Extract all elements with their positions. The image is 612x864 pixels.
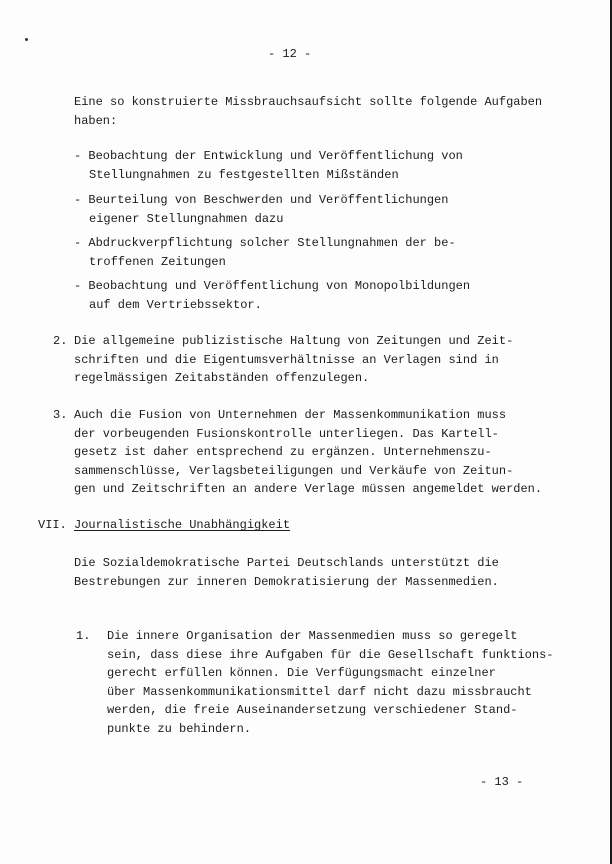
text-line: punkte zu behindern. [107,721,252,736]
text-line: Eine so konstruierte Missbrauchsaufsicht sollte folgende Aufgaben [74,95,543,109]
section-number: VII. [38,518,67,532]
bullet-item [74,147,463,184]
text-line: Bestrebungen zur inneren Demokratisierung der Massenmedien. [74,574,499,589]
item-paragraph [74,332,513,388]
text-line: sammenschlüsse, Verlagsbeteiligungen und Verkäufe von Zeitun- [74,463,514,478]
bullet-line: - Beobachtung der Entwicklung und Veröffentlichung von [74,149,463,163]
bullet-line: - Beobachtung und Veröffentlichung von Monopolbildungen [74,279,471,293]
section-title: Journalistische Unabhängigkeit [74,518,291,532]
bullet-continuation: troffenen Zeitungen [89,254,226,269]
text-line: sein, dass diese ihre Aufgaben für die Gesellschaft funktions- [107,647,554,662]
text-line: regelmässigen Zeitabständen offenzulegen. [74,371,370,385]
text-line: Die allgemeine publizistische Haltung von Zeitungen und Zeit- [74,334,514,348]
intro-paragraph [74,93,542,130]
bullet-continuation: auf dem Vertriebssektor. [89,297,262,312]
bullet-item [74,234,456,271]
text-line: werden, die freie Auseinandersetzung verschiedener Stand- [107,703,518,717]
text-line: schriften und die Eigentumsverhältnisse an Verlagen sind in [74,352,499,367]
scan-speck [25,38,28,41]
text-line: gen und Zeitschriften an andere Verlage müssen angemeldet werden. [74,482,543,496]
page-number-top: - 12 - [268,47,312,61]
text-line: gesetz ist daher entsprechend zu ergänzen. Unternehmenszu- [74,445,492,459]
bullet-line: - Abdruckverpflichtung solcher Stellungnahmen der be- [74,236,456,250]
section-intro [74,554,499,591]
item-number: 3. [53,408,68,422]
item-paragraph [74,406,542,499]
bullet-line: - Beurteilung von Beschwerden und Veröffentlichungen [74,193,449,207]
item-number: 2. [53,334,68,348]
bullet-item [74,277,470,314]
item-paragraph [107,627,553,738]
bullet-continuation: eigener Stellungnahmen dazu [89,211,284,226]
page-number-bottom: - 13 - [480,775,524,789]
text-line: haben: [74,113,118,128]
bullet-continuation: Stellungnahmen zu festgestellten Mißständen [89,167,399,182]
item-number: 1. [76,629,91,643]
text-line: der vorbeugenden Fusionskontrolle unterliegen. Das Kartell- [74,426,499,441]
text-line: Auch die Fusion von Unternehmen der Massenkommunikation muss [74,408,507,422]
text-line: über Massenkommunikationsmittel darf nicht dazu missbraucht [107,684,532,699]
text-line: Die innere Organisation der Massenmedien muss so geregelt [107,629,518,643]
bullet-item [74,191,448,228]
text-line: gerecht erfüllen können. Die Verfügungsmacht einzelner [107,666,496,680]
text-line: Die Sozialdemokratische Partei Deutschlands unterstützt die [74,556,499,570]
